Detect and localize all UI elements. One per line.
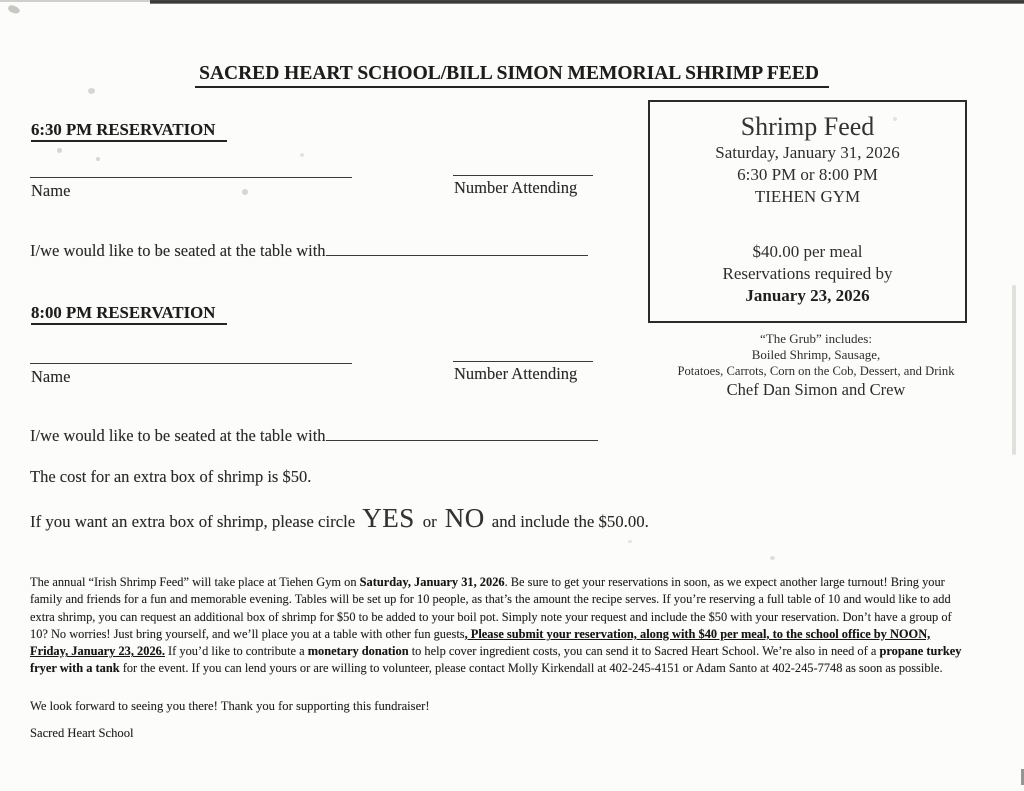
details-text-3: If you’d like to contribute a — [164, 644, 308, 659]
scan-edge-artifact-top — [150, 0, 1024, 4]
scan-speck — [300, 153, 304, 157]
extra-shrimp-cost-line: The cost for an extra box of shrimp is $50. — [30, 467, 312, 486]
event-date: Saturday, January 31, 2026 — [715, 143, 900, 162]
details-text-1: The annual “Irish Shrimp Feed” will take place at Tiehen Gym on — [30, 575, 360, 589]
extra-shrimp-circle-line — [30, 503, 649, 534]
circle-prompt-suffix: and include the $50.00. — [491, 512, 649, 531]
number-attending-blank-line-630 — [453, 161, 593, 176]
details-text-5: for the event. If you can lend yours or are willing to volunteer, please contact Molly Kirkendall at 402-245-4151 or Adam Santo at 402-245-7748 as soon as possible. — [119, 661, 943, 676]
event-deadline: January 23, 2026 — [745, 286, 870, 305]
event-info-box — [648, 100, 967, 323]
form-title — [0, 63, 1024, 85]
number-attending-blank-line-800 — [453, 347, 593, 362]
form-title-text: SACRED HEART SCHOOL/BILL SIMON MEMORIAL SHRIMP FEED — [195, 63, 829, 88]
reservation-630-heading: 6:30 PM RESERVATION — [31, 120, 227, 140]
grub-block — [640, 331, 992, 400]
details-paragraph — [30, 574, 971, 678]
name-label-800: Name — [31, 367, 71, 386]
circle-option-no: NO — [444, 503, 485, 533]
scan-speck — [242, 189, 248, 195]
scan-fold-artifact — [1012, 285, 1016, 455]
event-price: $40.00 per meal — [752, 242, 863, 261]
grub-chef-line: Chef Dan Simon and Crew — [726, 380, 906, 399]
turkey-fryer-emphasis: propane turkey fryer with a tank — [30, 644, 962, 676]
scan-edge-artifact-top-left — [0, 0, 150, 2]
circle-option-yes: YES — [362, 503, 415, 533]
seated-with-row-630 — [30, 241, 588, 261]
scan-speck — [88, 88, 95, 94]
reservation-800-heading: 8:00 PM RESERVATION — [31, 303, 227, 323]
event-times: 6:30 PM or 8:00 PM — [737, 165, 878, 184]
monetary-donation-emphasis: monetary donation — [307, 644, 409, 659]
scan-speck — [57, 148, 62, 153]
seated-with-prompt-800: I/we would like to be seated at the table with — [30, 426, 326, 445]
seated-with-blank-line-800 — [326, 426, 598, 441]
seated-with-prompt-630: I/we would like to be seated at the table with — [30, 241, 326, 260]
event-title: Shrimp Feed — [740, 112, 875, 141]
name-blank-line-800 — [30, 349, 352, 364]
event-venue: TIEHEN GYM — [754, 187, 861, 206]
submit-deadline-emphasis: , Please submit your reservation, along with $40 per meal, to the school office by NOON, Friday, January 23, 2026. — [30, 626, 931, 659]
grub-heading: “The Grub” includes: — [760, 331, 872, 346]
grub-items-line1: Boiled Shrimp, Sausage, — [751, 347, 881, 362]
event-date-emphasis: Saturday, January 31, 2026 — [359, 575, 505, 589]
scan-speck — [628, 540, 632, 543]
scan-speck — [96, 157, 100, 161]
number-attending-label-800: Number Attending — [454, 364, 578, 383]
circle-or-text: or — [422, 512, 437, 531]
details-text-4: to help cover ingredient costs, you can send it to Sacred Heart School. We’re also in need of a — [408, 644, 880, 659]
details-text-2: . Be sure to get your reservations in soon, as we expect another large turnout! Bring your family and friends for a fun and memorable evening. Tables will be set up for 10 people, as that’s the amount the recipe serves. If you’re reserving a full table of 10 and would like to add extra shrimp, you can request an additional box of shrimp for $50 to be added to your boil pot. Simply note your request and include the $50 with your reservation. Don’t have a group of 10? No worries! Just bring yourself, and we’ll place you at a table with other fun guests — [30, 575, 952, 641]
seated-with-blank-line-630 — [326, 241, 588, 256]
closing-thanks-line: We look forward to seeing you there! Thank you for supporting this fundraiser! — [30, 699, 430, 713]
grub-items-line2: Potatoes, Carrots, Corn on the Cob, Dessert, and Drink — [677, 364, 955, 378]
name-blank-line-630 — [30, 163, 352, 178]
name-label-630: Name — [31, 181, 71, 200]
scan-smudge-mark — [7, 4, 21, 14]
scan-speck — [770, 556, 775, 560]
event-box-spacer — [650, 208, 965, 241]
signature-line: Sacred Heart School — [30, 726, 134, 740]
circle-prompt-prefix: If you want an extra box of shrimp, please circle — [30, 512, 356, 531]
seated-with-row-800 — [30, 426, 598, 446]
event-reservation-note: Reservations required by — [722, 264, 893, 283]
number-attending-label-630: Number Attending — [454, 178, 578, 197]
